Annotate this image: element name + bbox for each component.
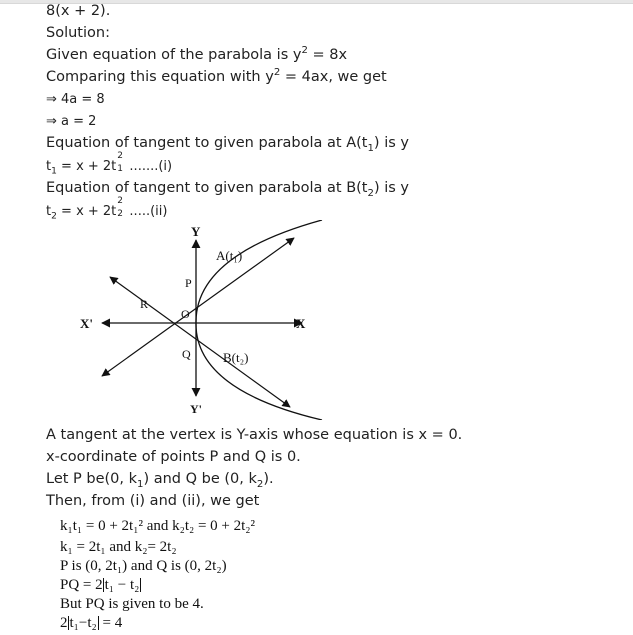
math-line-4: PQ = 2 t₁ − t₂ [60,577,140,593]
label-r: R [140,297,149,311]
label-y-prime: Y' [190,402,202,416]
text-line-4: ⇒ 4a = 8 [46,92,105,107]
text-line-6: Equation of tangent to given parabola at $A(t_1)$ is y [46,135,409,154]
math-line-5: But PQ is given to be 4. [60,596,204,612]
label-y: Y [191,224,201,239]
label-x: X [296,316,306,331]
label-o: O [181,307,190,321]
tangent-a-line [102,238,294,376]
label-b: B(t₂) [223,350,249,365]
label-p: P [185,276,192,290]
label-q: Q [182,347,191,361]
equation-i: $t_1 = x + 2t$ 2 1 .......(i) [46,151,173,177]
text-line-13: Then, from (i) and (ii), we get [46,493,260,509]
solution-heading: Solution: [46,25,110,41]
text-line-8: Equation of tangent to given parabola at $B(t_2)$ is y [46,180,409,199]
label-a: A(t₁) [216,248,243,263]
math-line-3: P is (0, 2t₁) and Q is (0, 2t₂) [60,558,227,574]
text-line-5: ⇒ a = 2 [46,114,97,129]
tangent-b-line [110,277,290,407]
text-line-11: x-coordinate of points P and Q is 0. [46,449,301,465]
math-line-2: k₁ = 2t₁ and k₂= 2t₂ [60,539,177,555]
text-line-2: Given equation of the parabola is $y^2 = 8x$ [46,45,348,63]
math-line-1: k₁t₁ = 0 + 2t₁² and k₂t₂ = 0 + 2t₂² [60,518,256,534]
text-line-3: Comparing this equation with $y^2 = 4ax$, we get [46,67,387,85]
text-line-10: A tangent at the vertex is Y-axis whose equation is x = 0. [46,427,463,443]
text-line-0: 8(x + 2). [46,3,111,19]
text-line-12: Let P be(0, $k_1$) and Q be (0, $k_2$). [46,471,274,490]
parabola-figure [60,220,360,420]
label-x-prime: X' [80,316,93,331]
equation-ii: $t_2 = x + 2t$ 2 2 .....(ii) [46,196,168,222]
math-line-6: 2 t₁−t₂ = 4 [60,615,123,631]
